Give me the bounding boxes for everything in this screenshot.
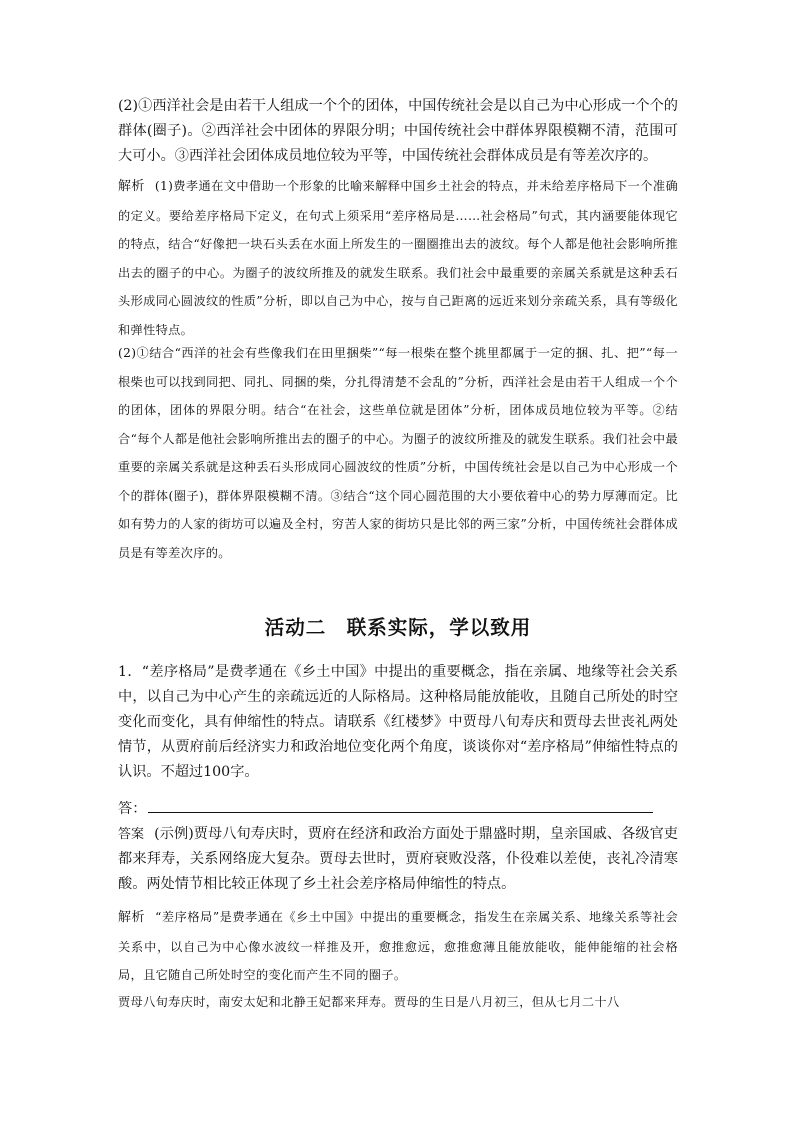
answer-blank-line[interactable]: [148, 798, 653, 813]
explanation-label-2: 解析: [118, 910, 146, 925]
explanation-text-1: (1)费孝通在文中借助一个形象的比喻来解释中国乡土社会的特点，并未给差序格局下一个准确的定义。要给差序格局下定义，在句式上须采用“差序格局是……社会格局”句式，其内涵要能体现它的特点，结合“好像把一块石头丢在水面上所发生的一圈圈推出去的波纹。每个人都是他社会影响所推出去的圈子的中心。为圈子的波纹所推及的就发生联系。我们社会中最重要的亲属关系就是这种丢石头形成同心圆波纹的性质”分析，即以自己为中心，按与自己距离的远近来划分亲疏关系，具有等级化和弹性特点。: [118, 179, 678, 337]
explanation-label: 解析: [118, 179, 145, 194]
question-1-paragraph: 1．“差序格局”是费孝通在《乡土中国》中提出的重要概念，指在亲属、地缘等社会关系中，以自己为中心产生的亲疏远近的人际格局。这种格局能放能收，且随自己所处的时空变化而变化，具有伸缩性的特点。请联系《红楼梦》中贾母八旬寿庆和贾母去世丧礼两处情节，从贾府前后经济实力和政治地位变化两个角度，谈谈你对“差序格局”伸缩性特点的认识。不超过100字。: [118, 664, 678, 780]
explanation-paragraph-1: [118, 172, 678, 344]
answer-paragraph: [118, 822, 678, 897]
answer-input-row: [118, 797, 678, 822]
answer-label: 答案: [118, 827, 145, 842]
section-title: 活动二 联系实际，学以致用: [264, 616, 532, 639]
explanation-paragraph-2: (2)①结合“西洋的社会有些像我们在田里捆柴”“每一根柴在整个挑里都属于一定的捆、扎、把”“每一根柴也可以找到同把、同扎、同捆的柴，分扎得清楚不会乱的”分析，西洋社会是由若干人组成一个个的团体，团体的界限分明。结合“在社会，这些单位就是团体”分析，团体成员地位较为平等。②结合“每个人都是他社会影响所推出去的圈子的中心。为圈子的波纹所推及的就发生联系。我们社会中最重要的亲属关系就是这种丢石头形成同心圆波纹的性质”分析，中国传统社会是以自己为中心形成一个个的群体(圈子)，群体界限模糊不清。③结合“这个同心圆范围的大小要依着中心的势力厚薄而定。比如有势力的人家的街坊可以遍及全村，穷苦人家的街坊只是比邻的两三家”分析，中国传统社会群体成员是有等差次序的。: [118, 346, 678, 560]
explanation-paragraph-4: 贾母八旬寿庆时，南安太妃和北静王妃都来拜寿。贾母的生日是八月初三，但从七月二十八: [118, 995, 620, 1009]
answer-prompt: 答：: [118, 801, 147, 817]
answer-text: (示例)贾母八旬寿庆时，贾府在经济和政治方面处于鼎盛时期，皇亲国戚、各级官吏都来拜寿，关系网络庞大复杂。贾母去世时，贾府衰败没落，仆役难以差使，丧礼冷清寒酸。两处情节相比较正体现了乡土社会差序格局伸缩性的特点。: [118, 826, 678, 892]
explanation-paragraph-3: [118, 903, 678, 990]
answer-part2-paragraph: (2)①西洋社会是由若干人组成一个个的团体，中国传统社会是以自己为中心形成一个个的群体(圈子)。②西洋社会中团体的界限分明；中国传统社会中群体界限模糊不清，范围可大可小。③西洋社会团体成员地位较为平等，中国传统社会群体成员是有等差次序的。: [118, 98, 678, 164]
explanation-text-3: “差序格局”是费孝通在《乡土中国》中提出的重要概念，指发生在亲属关系、地缘关系等社会关系中，以自己为中心像水波纹一样推及开，愈推愈远，愈推愈薄且能放能收，能伸能缩的社会格局，且它随自己所处时空的变化而产生不同的圈子。: [118, 910, 678, 982]
